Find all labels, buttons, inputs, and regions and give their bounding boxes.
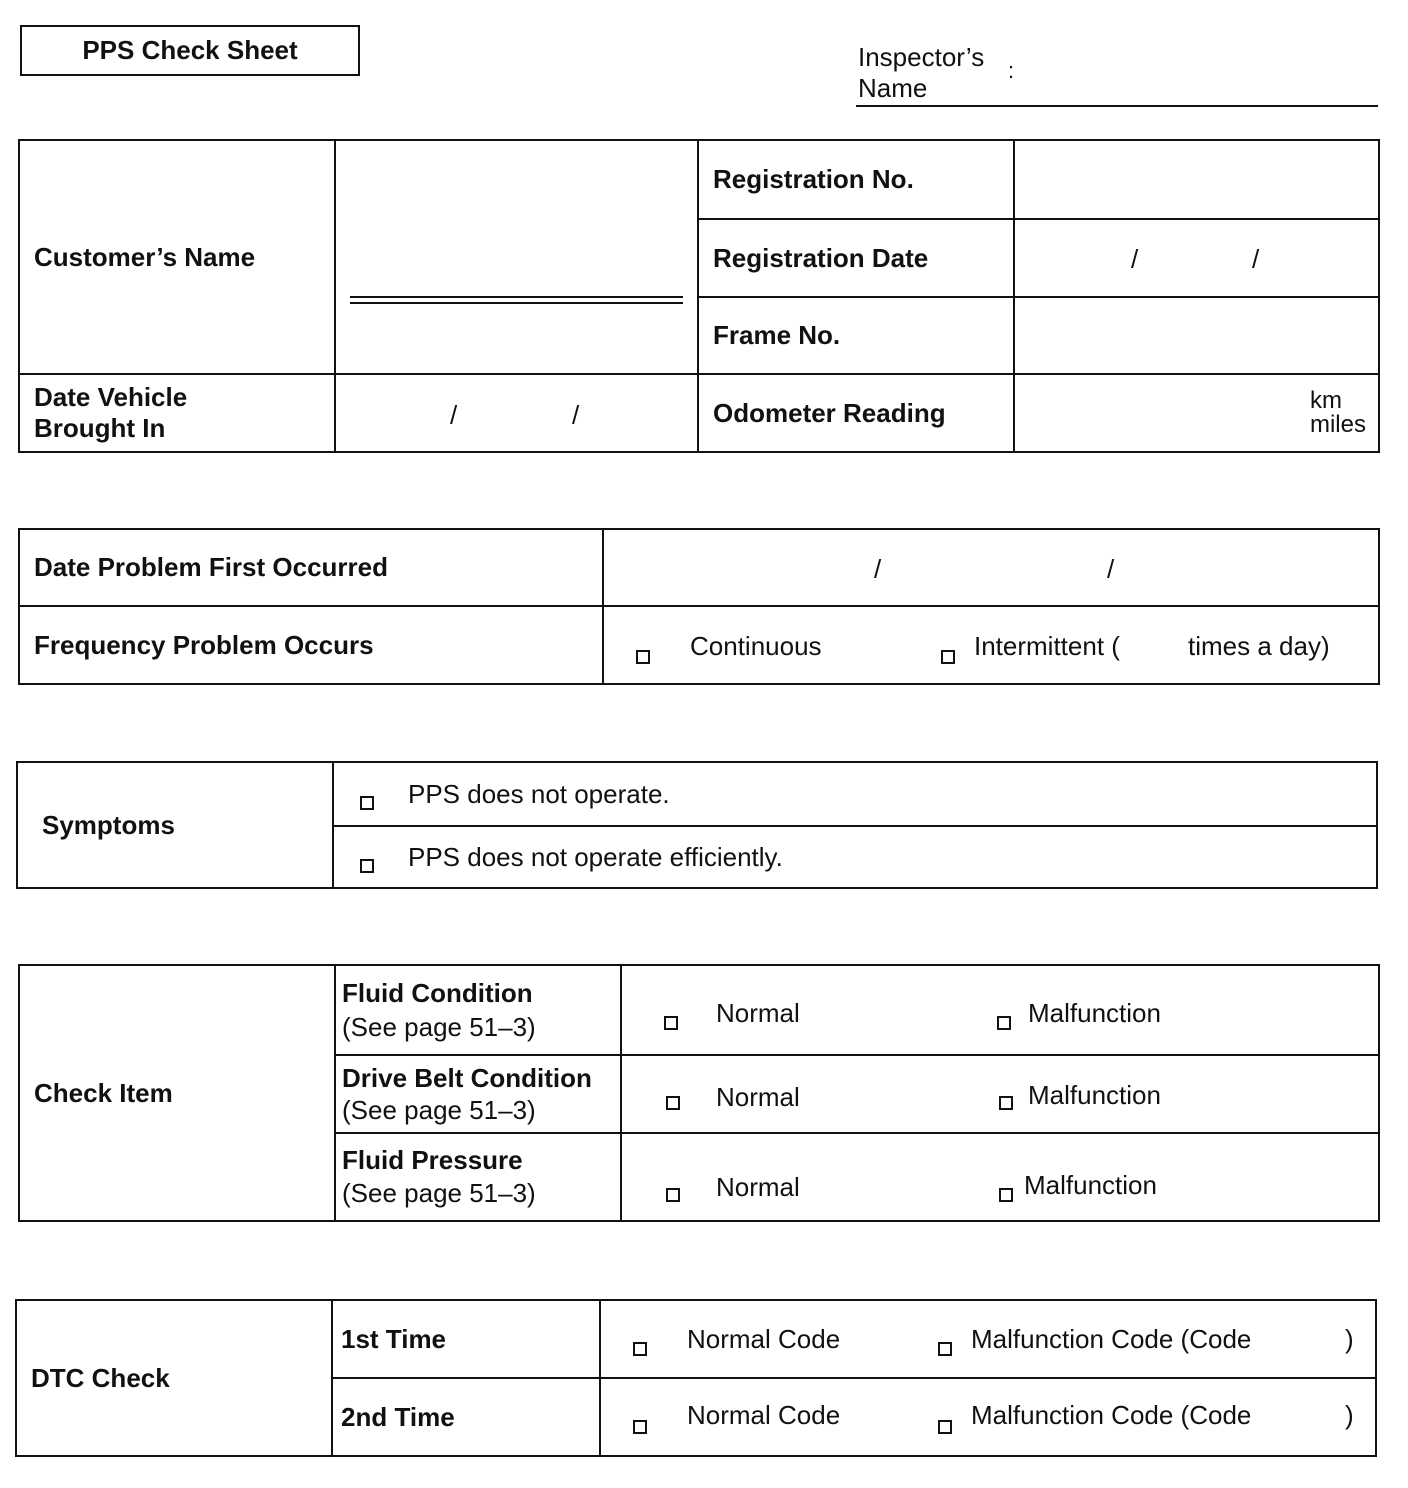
symptom-text: PPS does not operate efficiently. <box>408 842 783 872</box>
malfunction-checkbox[interactable] <box>997 1016 1011 1030</box>
registration-no-field[interactable] <box>1014 140 1379 219</box>
normal-checkbox[interactable] <box>666 1096 680 1110</box>
malfunction-code-label: Malfunction Code (Code <box>971 1324 1252 1354</box>
normal-code-checkbox[interactable] <box>633 1342 647 1356</box>
malfunction-label: Malfunction <box>1028 998 1161 1028</box>
malfunction-code-label: Malfunction Code (Code <box>971 1400 1252 1430</box>
sheet-title: PPS Check Sheet <box>20 25 360 76</box>
customer-name-double-line <box>350 296 683 304</box>
unit-km: km <box>1309 387 1342 414</box>
registration-date-field[interactable] <box>1014 219 1379 298</box>
customer-name-field[interactable] <box>335 140 698 374</box>
inspector-name-field[interactable] <box>856 105 1378 107</box>
continuous-label: Continuous <box>690 631 822 661</box>
odometer-reading-label: Odometer Reading <box>698 374 1014 452</box>
malfunction-code-checkbox[interactable] <box>938 1342 952 1356</box>
date-separator: / <box>450 400 458 430</box>
symptom-row <box>333 762 1377 826</box>
symptom-text: PPS does not operate. <box>408 779 670 809</box>
times-a-day-label: times a day) <box>1188 631 1330 661</box>
check-item-name-cell <box>335 965 621 1055</box>
normal-checkbox[interactable] <box>664 1016 678 1030</box>
dtc-check-table <box>15 1299 1377 1457</box>
date-separator: / <box>1252 244 1260 274</box>
check-item-ref: (See page 51–3) <box>342 1178 536 1208</box>
code-close-paren: ) <box>1345 1400 1354 1430</box>
date-separator: / <box>1131 244 1139 274</box>
date-first-occurred-field[interactable] <box>603 529 1379 606</box>
malfunction-checkbox[interactable] <box>999 1096 1013 1110</box>
inspector-name-label <box>858 42 984 104</box>
intermittent-checkbox[interactable] <box>941 650 955 664</box>
normal-label: Normal <box>716 1082 800 1112</box>
date-brought-in-field[interactable] <box>335 374 698 452</box>
check-item-name-cell <box>335 1133 621 1221</box>
malfunction-label: Malfunction <box>1028 1080 1161 1110</box>
normal-checkbox[interactable] <box>666 1188 680 1202</box>
date-brought-in-label <box>19 374 335 452</box>
check-item-name: Drive Belt Condition <box>342 1063 592 1093</box>
registration-date-label: Registration Date <box>698 219 1014 298</box>
symptoms-label: Symptoms <box>17 762 333 888</box>
check-item-ref: (See page 51–3) <box>342 1012 536 1042</box>
inspector-label-line1: Inspector’s <box>858 42 985 72</box>
date-brought-in-line1: Date Vehicle <box>34 382 188 412</box>
intermittent-label: Intermittent ( <box>974 631 1120 661</box>
dtc-options <box>600 1378 1376 1456</box>
normal-code-label: Normal Code <box>687 1324 841 1354</box>
check-item-options <box>621 965 1379 1055</box>
check-item-name-cell <box>335 1055 621 1133</box>
frequency-options <box>603 606 1379 684</box>
date-first-occurred-label: Date Problem First Occurred <box>19 529 603 606</box>
problem-table <box>18 528 1380 685</box>
dtc-time-label: 1st Time <box>332 1300 600 1378</box>
frame-no-field[interactable] <box>1014 297 1379 374</box>
symptom-checkbox[interactable] <box>360 859 374 873</box>
inspector-label-line2: Name <box>858 73 928 103</box>
code-close-paren: ) <box>1345 1324 1354 1354</box>
date-separator: / <box>572 400 580 430</box>
check-item-options <box>621 1133 1379 1221</box>
symptom-checkbox[interactable] <box>360 796 374 810</box>
date-separator: / <box>1107 554 1115 584</box>
normal-code-label: Normal Code <box>687 1400 841 1430</box>
check-item-table <box>18 964 1380 1222</box>
vehicle-info-table <box>18 139 1380 453</box>
continuous-checkbox[interactable] <box>636 650 650 664</box>
odometer-units <box>1310 389 1366 437</box>
normal-code-checkbox[interactable] <box>633 1420 647 1434</box>
symptom-row <box>333 826 1377 888</box>
normal-label: Normal <box>716 998 800 1028</box>
check-item-ref: (See page 51–3) <box>342 1095 536 1125</box>
check-item-name: Fluid Condition <box>342 978 533 1008</box>
malfunction-label: Malfunction <box>1024 1170 1157 1200</box>
customer-name-label: Customer’s Name <box>19 140 335 374</box>
check-item-name: Fluid Pressure <box>342 1145 523 1175</box>
malfunction-code-checkbox[interactable] <box>938 1420 952 1434</box>
dtc-check-label: DTC Check <box>16 1300 332 1456</box>
symptoms-table <box>16 761 1378 889</box>
malfunction-checkbox[interactable] <box>999 1188 1013 1202</box>
check-item-options <box>621 1055 1379 1133</box>
date-brought-in-line2: Brought In <box>34 413 166 443</box>
date-separator: / <box>874 554 882 584</box>
frequency-label: Frequency Problem Occurs <box>19 606 603 684</box>
dtc-time-label: 2nd Time <box>332 1378 600 1456</box>
unit-miles: miles <box>1309 411 1366 438</box>
inspector-colon: : <box>1008 58 1015 83</box>
frame-no-label: Frame No. <box>698 297 1014 374</box>
check-item-label: Check Item <box>19 965 335 1221</box>
normal-label: Normal <box>716 1172 800 1202</box>
dtc-options <box>600 1300 1376 1378</box>
odometer-reading-field[interactable] <box>1014 374 1379 452</box>
registration-no-label: Registration No. <box>698 140 1014 219</box>
